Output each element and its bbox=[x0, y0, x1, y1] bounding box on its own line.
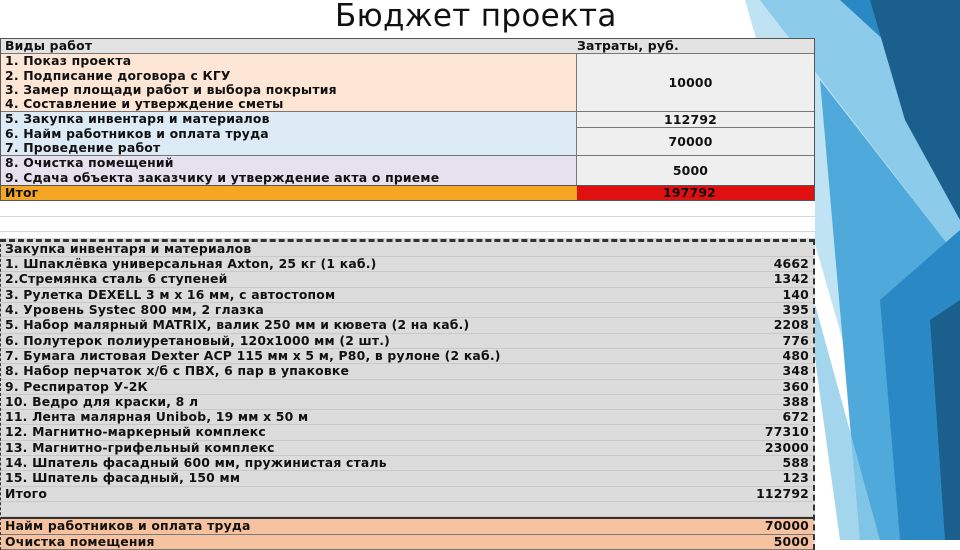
empty-row bbox=[0, 232, 815, 239]
item-cost: 360 bbox=[782, 378, 809, 394]
item-name: 5. Набор малярный MATRIX, валик 250 мм и кювета (2 на каб.) bbox=[5, 318, 470, 333]
item-cost: 480 bbox=[782, 347, 809, 363]
item-cost: 2208 bbox=[773, 317, 809, 333]
total-row bbox=[1, 185, 814, 201]
list-item: 3. Замер площади работ и выбора покрытия bbox=[5, 82, 337, 97]
item-name: Итого bbox=[5, 486, 48, 501]
work-group-2 bbox=[1, 111, 814, 155]
table-row bbox=[1, 535, 813, 550]
table-row bbox=[1, 349, 813, 364]
item-cost: 1342 bbox=[773, 271, 809, 287]
item-name: 14. Шпатель фасадный 600 мм, пружинистая сталь bbox=[5, 456, 387, 471]
item-name: 11. Лента малярная Unibob, 19 мм х 50 м bbox=[5, 410, 309, 425]
budget-table bbox=[0, 38, 815, 201]
item-cost: 588 bbox=[782, 455, 809, 471]
item-cost: 776 bbox=[782, 332, 809, 348]
materials-header: Закупка инвентаря и материалов bbox=[5, 241, 252, 256]
item-name: 13. Магнитно-грифельный комплекс bbox=[5, 440, 275, 455]
work-group-3 bbox=[1, 155, 814, 185]
list-item: 4. Составление и утверждение сметы bbox=[5, 97, 284, 112]
item-cost: 23000 bbox=[764, 439, 809, 455]
empty-row bbox=[1, 502, 813, 517]
item-name: 12. Магнитно-маркерный комплекс bbox=[5, 425, 266, 440]
table-row bbox=[1, 303, 813, 318]
item-cost: 388 bbox=[782, 393, 809, 409]
materials-table bbox=[0, 239, 815, 550]
list-item: 5. Закупка инвентаря и материалов bbox=[5, 112, 270, 127]
table-row bbox=[1, 288, 813, 303]
item-cost: 5000 bbox=[773, 533, 809, 549]
list-item: 7. Проведение работ bbox=[5, 141, 161, 156]
list-item: 1. Показ проекта bbox=[5, 54, 132, 69]
group2-cost-2: 70000 bbox=[577, 127, 814, 156]
total-value: 197792 bbox=[577, 186, 814, 200]
table-row bbox=[1, 272, 813, 287]
item-cost: 70000 bbox=[764, 518, 809, 534]
item-name: 9. Респиратор У-2К bbox=[5, 379, 148, 394]
item-name: 2.Стремянка сталь 6 ступеней bbox=[5, 272, 228, 287]
table-row bbox=[1, 257, 813, 272]
group1-cost: 10000 bbox=[668, 75, 713, 91]
item-cost: 4662 bbox=[773, 256, 809, 272]
item-name: 7. Бумага листовая Dexter ACP 115 мм х 5 м, P80, в рулоне (2 каб.) bbox=[5, 348, 501, 363]
header-cost: Затраты, руб. bbox=[577, 38, 679, 53]
spreadsheet bbox=[0, 38, 815, 550]
item-cost: 112792 bbox=[756, 485, 809, 501]
page-title: Бюджет проекта bbox=[335, 0, 617, 34]
table-row bbox=[1, 410, 813, 425]
table-row bbox=[1, 441, 813, 456]
item-name: 4. Уровень Systec 800 мм, 2 глазка bbox=[5, 303, 264, 318]
item-cost: 123 bbox=[782, 470, 809, 486]
table-header-row bbox=[1, 39, 814, 53]
labor-table bbox=[1, 517, 813, 550]
total-row bbox=[1, 487, 813, 502]
item-cost: 672 bbox=[782, 409, 809, 425]
item-name: 8. Набор перчаток х/б с ПВХ, 6 пар в упаковке bbox=[5, 364, 350, 379]
item-cost: 140 bbox=[782, 286, 809, 302]
table-row bbox=[1, 456, 813, 471]
table-row bbox=[1, 334, 813, 349]
item-name: 1. Шпаклёвка универсальная Axton, 25 кг (1 каб.) bbox=[5, 257, 377, 272]
empty-row bbox=[0, 217, 815, 232]
table-row bbox=[1, 364, 813, 379]
table-row bbox=[1, 471, 813, 486]
item-name: Найм работников и оплата труда bbox=[5, 519, 251, 534]
table-row bbox=[1, 519, 813, 534]
item-cost: 348 bbox=[782, 363, 809, 379]
table-row bbox=[1, 318, 813, 333]
table-row bbox=[1, 380, 813, 395]
empty-row bbox=[0, 201, 815, 216]
list-item: 2. Подписание договора с КГУ bbox=[5, 68, 231, 83]
work-group-1 bbox=[1, 53, 814, 111]
total-label: Итог bbox=[1, 186, 577, 200]
list-item: 6. Найм работников и оплата труда bbox=[5, 126, 269, 141]
group2-cost-1: 112792 bbox=[664, 112, 717, 128]
header-work: Виды работ bbox=[5, 39, 93, 53]
item-cost: 395 bbox=[782, 302, 809, 318]
item-name: 15. Шпатель фасадный, 150 мм bbox=[5, 471, 241, 486]
item-name: 10. Ведро для краски, 8 л bbox=[5, 394, 199, 409]
list-item: 9. Сдача объекта заказчику и утверждение акта о приеме bbox=[5, 170, 440, 185]
list-item: 8. Очистка помещений bbox=[5, 156, 174, 171]
item-cost: 77310 bbox=[764, 424, 809, 440]
table-row bbox=[1, 395, 813, 410]
item-name: 3. Рулетка DEXELL 3 м х 16 мм, с автостопом bbox=[5, 287, 336, 302]
table-row bbox=[1, 425, 813, 440]
group3-cost: 5000 bbox=[672, 163, 709, 179]
item-name: 6. Полутерок полиуретановый, 120х1000 мм (2 шт.) bbox=[5, 333, 391, 348]
item-name: Очистка помещения bbox=[5, 534, 155, 549]
